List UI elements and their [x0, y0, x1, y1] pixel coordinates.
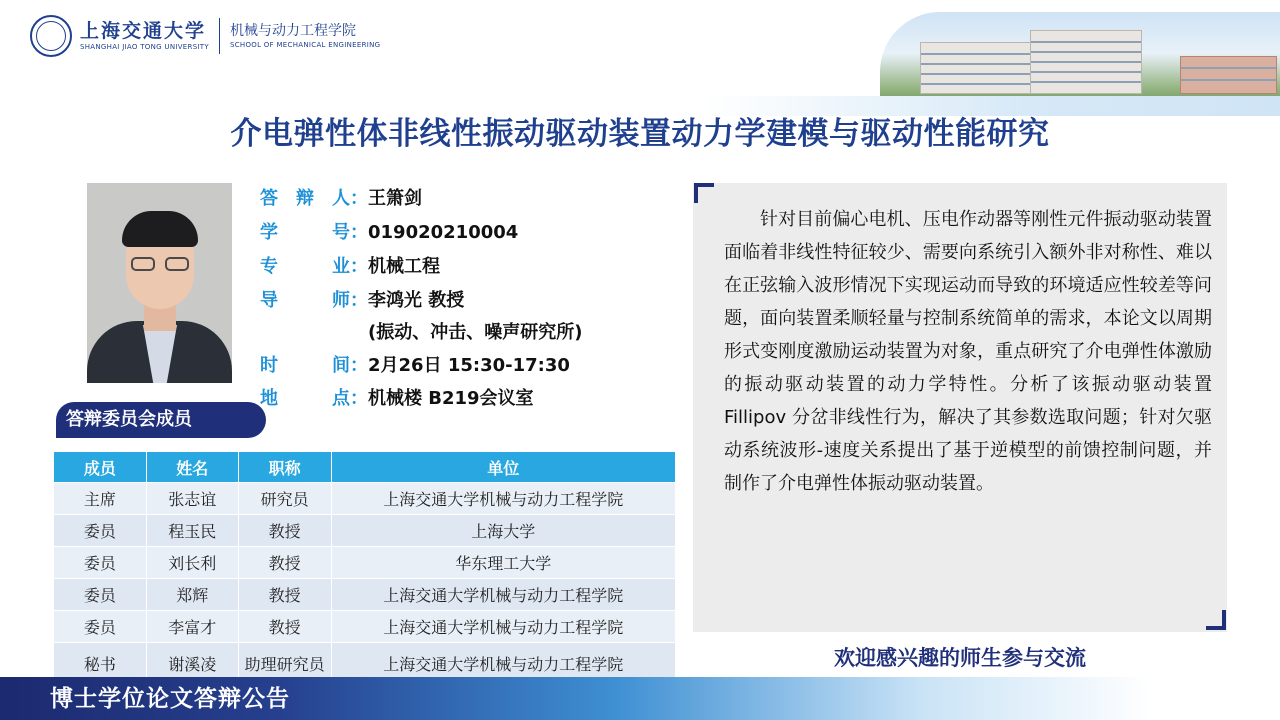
table-cell: 教授 — [238, 515, 331, 547]
school-name-en: SCHOOL OF MECHANICAL ENGINEERING — [229, 41, 381, 49]
table-row — [54, 547, 676, 579]
info-value: 机械楼 B219会议室 — [368, 388, 534, 409]
table-cell: 程玉民 — [146, 515, 238, 547]
table-row — [54, 579, 676, 611]
info-row-supervisor — [260, 289, 464, 313]
column-header: 单位 — [331, 452, 675, 483]
info-value: 019020210004 — [368, 222, 519, 243]
info-label: 时 间： — [260, 355, 368, 376]
info-value: 李鸿光 教授 — [368, 290, 465, 311]
info-row-location — [260, 387, 534, 411]
table-cell: 上海交通大学机械与动力工程学院 — [331, 611, 675, 643]
university-logo — [30, 14, 380, 58]
footer-title: 博士学位论文答辩公告 — [50, 685, 290, 712]
info-value: 王箫剑 — [368, 188, 422, 209]
info-value: 2月26日 15:30-17:30 — [368, 355, 570, 376]
table-cell: 华东理工大学 — [331, 547, 675, 579]
info-value: (振动、冲击、噪声研究所) — [368, 322, 583, 343]
table-row — [54, 515, 676, 547]
table-cell: 研究员 — [238, 483, 331, 515]
table-cell: 教授 — [238, 611, 331, 643]
table-cell: 秘书 — [54, 643, 147, 688]
candidate-photo — [87, 183, 232, 383]
school-name-cn: 机械与动力工程学院 — [229, 23, 356, 39]
table-row — [54, 483, 676, 515]
table-cell: 郑辉 — [146, 579, 238, 611]
info-row-candidate — [260, 187, 422, 211]
campus-banner-image — [880, 12, 1280, 104]
table-cell: 主席 — [54, 483, 147, 515]
table-cell: 上海交通大学机械与动力工程学院 — [331, 483, 675, 515]
welcome-message: 欢迎感兴趣的师生参与交流 — [834, 646, 1086, 670]
university-seal-icon — [30, 15, 72, 57]
info-label: 答 辩 人： — [260, 188, 368, 209]
column-header: 姓名 — [146, 452, 238, 483]
table-cell: 委员 — [54, 611, 147, 643]
info-row-institute — [260, 321, 582, 345]
table-header-row — [54, 452, 676, 483]
info-label: 地 点： — [260, 388, 368, 409]
column-header: 职称 — [238, 452, 331, 483]
table-cell: 上海交通大学机械与动力工程学院 — [331, 579, 675, 611]
table-cell: 教授 — [238, 579, 331, 611]
abstract-text: 针对目前偏心电机、压电作动器等刚性元件振动驱动装置面临着非线性特征较少、需要向系统引入额外非对称性、难以在正弦输入波形情况下实现运动而导致的环境适应性较差等问题，面向装置柔顺轻量与控制系统简单的需求，本论文以周期形式变刚度激励运动装置为对象，重点研究了介电弹性体激励的振动驱动装置的动力学特性。分析了该振动驱动装置 Fillipov 分岔非线性行为，解决了其参数选取问题；针对欠驱动系统波形-速度关系提出了基于逆模型的前馈控制问题，并制作了介电弹性体振动驱动装置。 — [724, 209, 1212, 494]
table-cell: 谢溪凌 — [146, 643, 238, 688]
table-cell: 张志谊 — [146, 483, 238, 515]
university-name-en: SHANGHAI JIAO TONG UNIVERSITY — [80, 43, 209, 51]
table-cell: 上海大学 — [331, 515, 675, 547]
page-title: 介电弹性体非线性振动驱动装置动力学建模与驱动性能研究 — [230, 116, 1050, 152]
table-cell: 上海交通大学机械与动力工程学院 — [331, 643, 675, 688]
corner-bracket-bottom-right — [1206, 610, 1226, 630]
committee-table — [53, 451, 676, 688]
table-cell: 委员 — [54, 547, 147, 579]
table-cell: 委员 — [54, 515, 147, 547]
table-cell: 助理研究员 — [238, 643, 331, 688]
table-cell: 李富才 — [146, 611, 238, 643]
info-value: 机械工程 — [368, 256, 440, 277]
corner-bracket-top-left — [694, 183, 714, 203]
table-cell: 委员 — [54, 579, 147, 611]
column-header: 成员 — [54, 452, 147, 483]
info-label: 专 业： — [260, 256, 368, 277]
table-row — [54, 611, 676, 643]
info-row-major — [260, 255, 440, 279]
logo-divider — [219, 18, 220, 54]
info-label: 导 师： — [260, 290, 368, 311]
table-cell: 教授 — [238, 547, 331, 579]
table-cell: 刘长利 — [146, 547, 238, 579]
university-name-cn: 上海交通大学 — [80, 20, 207, 42]
info-label: 学 号： — [260, 222, 368, 243]
info-row-student-id — [260, 221, 518, 245]
info-row-time — [260, 354, 570, 378]
committee-tab: 答辩委员会成员 — [56, 402, 266, 438]
